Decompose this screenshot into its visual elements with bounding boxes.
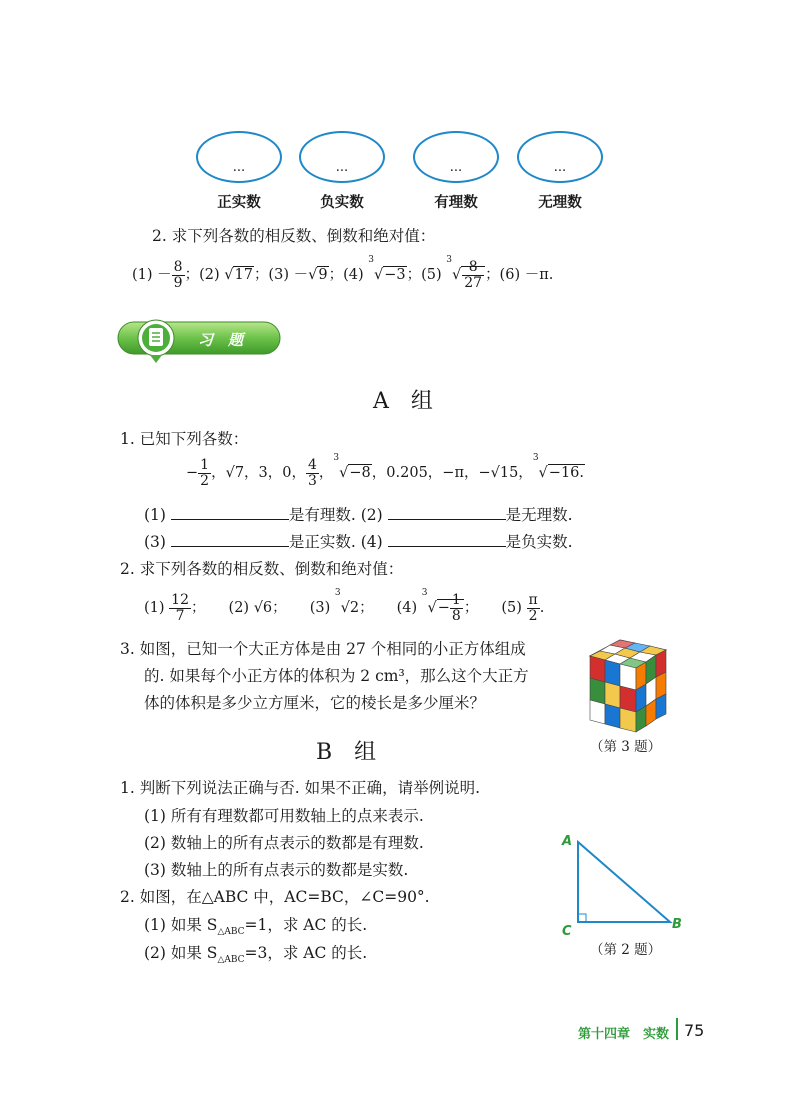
group-a-q1-row2: (3) 是正实数. (4) 是负实数. <box>144 533 573 551</box>
answer-blank[interactable] <box>171 505 289 520</box>
group-a-heading: A 组 <box>373 389 433 414</box>
practice-q2-items: (1) － $\frac{8}{9}$ ；(2) √17；(3) －√9；(4) $^3$√−3；(5) $^3$√ $\frac{8}{27}$ ；(6) －π. <box>132 255 554 291</box>
triangle-abc-figure <box>560 832 690 942</box>
group-a-q3-line3: 体的体积是多少立方厘米，它的棱长是多少厘米？ <box>144 694 486 712</box>
group-b-heading: B 组 <box>316 740 377 765</box>
group-b-q1-a: (1) 所有有理数都可用数轴上的点来表示. <box>144 807 424 825</box>
group-a-q1-row1: (1) 是有理数. (2) 是无理数. <box>144 506 573 524</box>
oval-positive-real <box>196 131 282 183</box>
rubiks-cube-figure <box>582 634 672 734</box>
oval-dots: ... <box>232 160 246 175</box>
oval-label-rational: 有理数 <box>434 194 478 211</box>
answer-blank[interactable] <box>171 532 289 547</box>
group-a-q2-intro: 2. 求下列各数的相反数、倒数和绝对值： <box>120 560 404 578</box>
group-b-q2-b: (2) 如果 $S_{\triangle ABC}=3$，求 AC 的长. <box>144 944 368 966</box>
oval-label-positive-real: 正实数 <box>217 194 261 211</box>
triangle-label-b: B <box>672 917 682 932</box>
exercise-banner <box>116 319 282 357</box>
triangle-caption: （第 2 题） <box>590 942 662 958</box>
oval-dots: ... <box>553 160 567 175</box>
answer-blank[interactable] <box>388 505 506 520</box>
practice-q2-prompt: 2. 求下列各数的相反数、倒数和绝对值： <box>152 227 436 245</box>
footer-chapter: 第十四章 实数 <box>578 1027 670 1042</box>
group-a-q1-list: − $\frac{1}{2}$ ，√7，3，0， $\frac{4}{3}$ ，$^3$√−8，0.205，−π，−√15，$^3$√−16. <box>186 453 585 489</box>
footer-divider <box>676 1018 678 1040</box>
triangle-label-c: C <box>562 924 572 939</box>
group-b-q2-a: (1) 如果 $S_{\triangle ABC}=1$，求 AC 的长. <box>144 916 368 938</box>
oval-irrational <box>517 131 603 183</box>
group-a-q2-items: (1) $\frac{12}{7}$ ； (2) √6； (3) $^3$√2； (4) $^3$√− $\frac{1}{8}$ ； (5) $\frac{\pi}{2}$ . <box>144 588 545 624</box>
group-b-q1-intro: 1. 判断下列说法正确与否. 如果不正确，请举例说明. <box>120 779 480 797</box>
oval-label-negative-real: 负实数 <box>320 194 364 211</box>
group-a-q3-line2: 的. 如果每个小正方体的体积为 2 cm³，那么这个大正方 <box>144 667 529 685</box>
oval-label-irrational: 无理数 <box>538 194 582 211</box>
triangle-label-a: A <box>562 834 573 849</box>
group-b-q2-intro: 2. 如图，在△ABC 中，AC=BC，∠C=90°. <box>120 888 430 906</box>
group-b-q1-c: (3) 数轴上的所有点表示的数都是实数. <box>144 861 409 879</box>
oval-dots: ... <box>335 160 349 175</box>
notepad-icon <box>148 327 164 347</box>
oval-dots: ... <box>449 160 463 175</box>
answer-blank[interactable] <box>388 532 506 547</box>
group-a-q3-line1: 3. 如图，已知一个大正方体是由 27 个相同的小正方体组成 <box>120 640 526 658</box>
cube-caption: （第 3 题） <box>590 739 662 755</box>
group-a-q1-intro: 1. 已知下列各数： <box>120 430 249 448</box>
page-number: 75 <box>684 1021 705 1040</box>
oval-rational <box>413 131 499 183</box>
group-b-q1-b: (2) 数轴上的所有点表示的数都是有理数. <box>144 834 424 852</box>
oval-negative-real <box>299 131 385 183</box>
exercise-banner-label: 习 题 <box>198 331 244 349</box>
